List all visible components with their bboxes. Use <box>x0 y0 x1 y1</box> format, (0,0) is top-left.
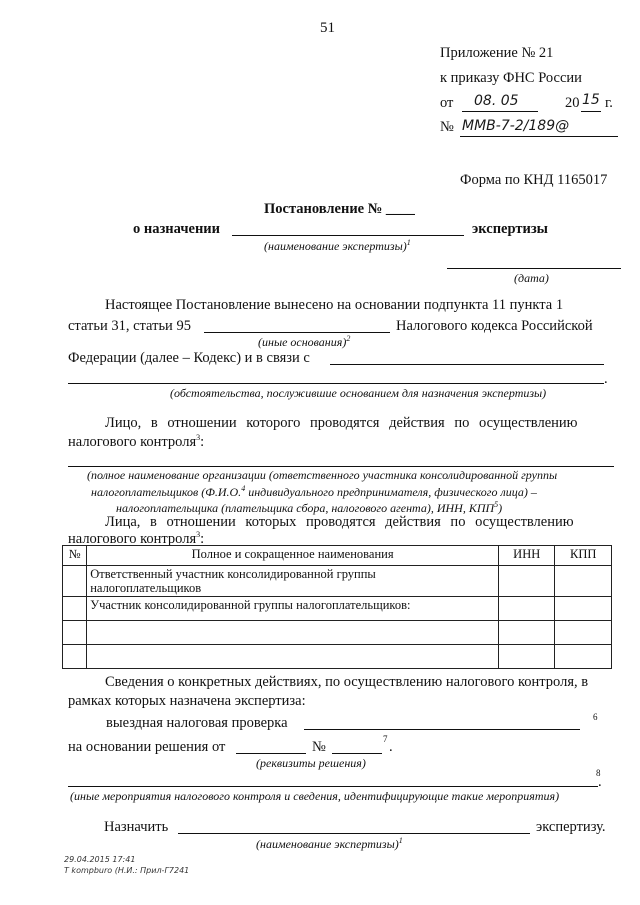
other-measures-note: 8 <box>596 768 601 778</box>
table-cell: Участник консолидированной группы налогоплательщиков: <box>87 597 499 621</box>
table-row <box>63 597 612 621</box>
table-cell <box>63 645 87 669</box>
field-audit-label: выездная налоговая проверка <box>106 715 288 731</box>
annex-date-day-line <box>462 111 538 112</box>
other-measures-caption: (иные мероприятия налогового контроля и сведения, идентифицирующие такие мероприятия) <box>70 789 560 803</box>
assign-prefix: Назначить <box>104 819 169 835</box>
person-caption3: налогоплательщика (плательщика сбора, налогового агента), ИНН, КПП$^5$) <box>116 500 503 515</box>
basis-line2-right: Налогового кодекса Российской <box>396 318 593 334</box>
table-header-row <box>63 546 612 566</box>
date-caption: (дата) <box>514 271 549 285</box>
person-caption1: (полное наименование организации (ответственного участника консолидированной группы <box>87 468 558 482</box>
assign-suffix: экспертизу. <box>536 819 606 835</box>
form-code: Форма по КНД 1165017 <box>460 172 608 188</box>
header-name: Полное и сокращенное наименования <box>87 546 499 566</box>
decision-period: . <box>389 739 393 755</box>
assign-caption: (наименование экспертизы)$^1$ <box>256 836 403 851</box>
decision-date-line <box>236 753 306 754</box>
annex-number-line <box>460 136 618 137</box>
table-cell <box>555 645 612 669</box>
table-cell <box>555 621 612 645</box>
annex-date-prefix: от <box>440 95 454 111</box>
persons-line1: Лица, в отношении которых проводятся действия по осуществлению <box>105 514 574 530</box>
print-stamp-line2: Т kompburo (Н.И.: Прил-Г7241 <box>64 866 190 875</box>
annex-number-value: ММВ-7-2/189@ <box>462 118 570 134</box>
decision-number-line <box>332 753 382 754</box>
other-grounds-line <box>204 332 390 333</box>
field-audit-line <box>304 729 580 730</box>
table-cell <box>498 566 555 597</box>
person-line1: Лицо, в отношении которого проводятся действия по осуществлению <box>105 415 578 431</box>
table-cell <box>498 621 555 645</box>
table-cell <box>87 645 499 669</box>
title-expertise-line <box>232 235 464 236</box>
header-kpp: КПП <box>555 546 612 566</box>
table-cell <box>87 621 499 645</box>
circumstances-period: . <box>604 371 608 387</box>
decision-prefix: на основании решения от <box>68 739 226 755</box>
other-grounds-caption: (иные основания)$^2$ <box>258 334 351 349</box>
other-measures-line <box>68 786 598 787</box>
annex-date-year-prefix: 20 <box>565 95 580 111</box>
date-line <box>447 268 621 269</box>
assign-expertise-line <box>178 833 530 834</box>
table-cell <box>498 645 555 669</box>
actions-line2: рамках которых назначена экспертиза: <box>68 693 306 709</box>
circumstances-caption: (обстоятельства, послужившие основанием для назначения экспертизы) <box>170 386 547 400</box>
title-line2-right: экспертизы <box>472 221 548 237</box>
table-row <box>63 621 612 645</box>
basis-line2-left: статьи 31, статьи 95 <box>68 318 191 334</box>
print-stamp-line1: 29.04.2015 17:41 <box>64 855 136 864</box>
title-caption: (наименование экспертизы)$^1$ <box>264 238 411 253</box>
annex-date-year-line <box>581 111 601 112</box>
other-measures-period: . <box>598 774 602 790</box>
table-cell <box>555 566 612 597</box>
annex-date-year-suffix: 15 <box>582 92 600 108</box>
person-line2: налогового контроля$^3$: <box>68 433 205 450</box>
page-number: 51 <box>320 20 335 36</box>
annex-line2: к приказу ФНС России <box>440 70 582 86</box>
circumstances-line1 <box>330 364 604 365</box>
header-number: № <box>63 546 87 566</box>
basis-line3: Федерации (далее – Кодекс) и в связи с <box>68 350 310 366</box>
table-cell <box>63 621 87 645</box>
actions-line1: Сведения о конкретных действиях, по осуществлению налогового контроля, в <box>105 674 589 690</box>
decision-note: 7 <box>383 734 388 744</box>
table-row <box>63 645 612 669</box>
annex-date-day: 08. 05 <box>474 93 519 109</box>
annex-line1: Приложение № 21 <box>440 45 554 61</box>
annex-number-prefix: № <box>440 119 454 135</box>
title-line1: Постановление № ____ <box>264 201 415 217</box>
annex-date-suffix: г. <box>605 95 613 111</box>
decision-caption: (реквизиты решения) <box>256 756 366 770</box>
circumstances-line2 <box>68 383 604 384</box>
header-inn: ИНН <box>498 546 555 566</box>
table-cell <box>63 566 87 597</box>
participants-table <box>62 545 612 669</box>
person-line <box>68 466 614 467</box>
basis-line1: Настоящее Постановление вынесено на основании подпункта 11 пункта 1 <box>105 297 564 313</box>
table-row <box>63 566 612 597</box>
persons-line2: налогового контроля$^3$: <box>68 530 205 547</box>
person-caption2: налогоплательщиков (Ф.И.О.$^4$ индивидуального предпринимателя, физического лица) – <box>91 484 537 499</box>
decision-no: № <box>312 739 326 755</box>
title-line2-left: о назначении <box>133 221 221 237</box>
field-audit-note: 6 <box>593 712 598 722</box>
table-cell <box>555 597 612 621</box>
table-cell <box>63 597 87 621</box>
table-cell <box>498 597 555 621</box>
table-cell: Ответственный участник консолидированной группы налогоплательщиков <box>87 566 499 597</box>
